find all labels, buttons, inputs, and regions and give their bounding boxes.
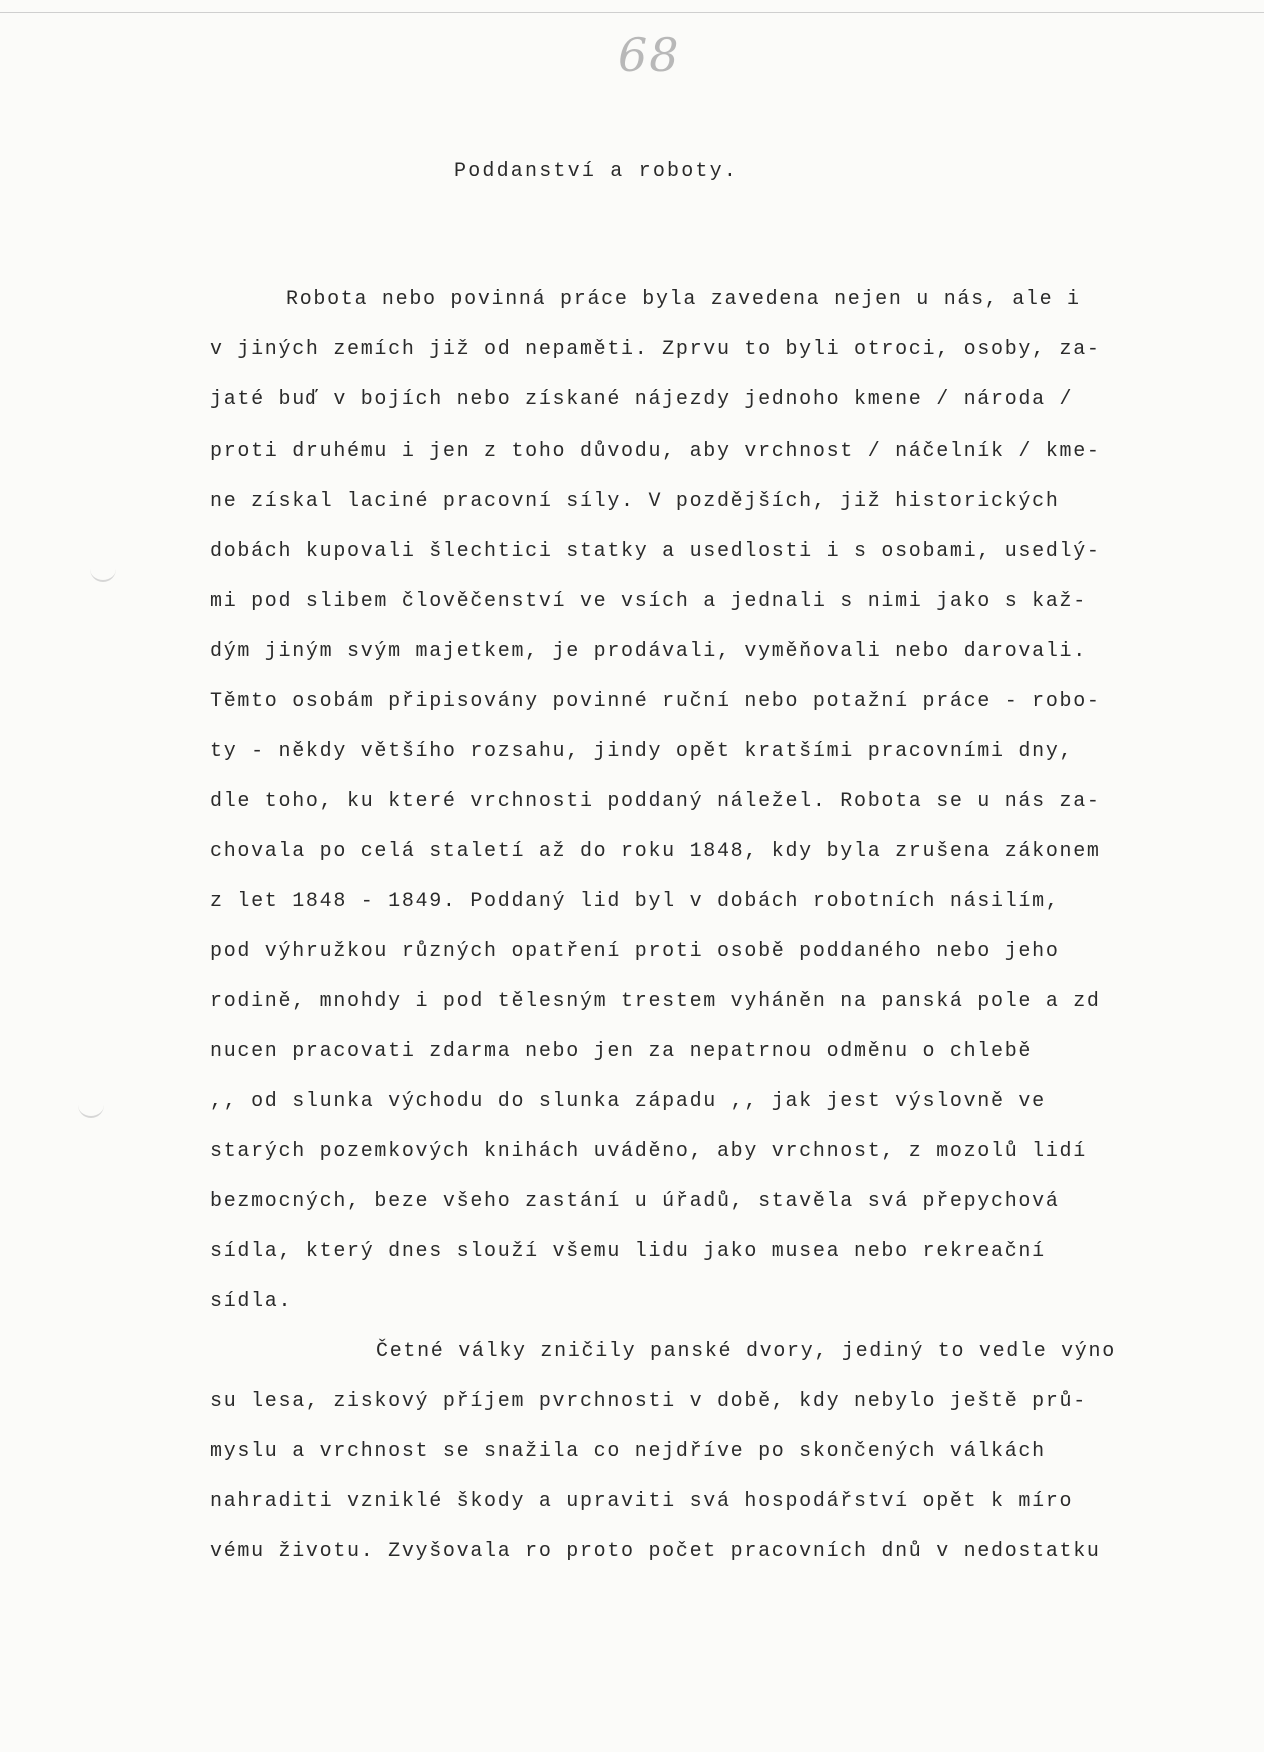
text-line: ty - někdy většího rozsahu, jindy opět kratšími pracovními dny, [210, 740, 1074, 763]
text-line: ne získal laciné pracovní síly. V pozdějších, již historických [210, 490, 1060, 513]
text-line: nahraditi vzniklé škody a upraviti svá hospodářství opět k míro [210, 1490, 1074, 1513]
text-line: Četné války zničily panské dvory, jediný to vedle výno [376, 1340, 1116, 1363]
handwritten-page-number: 68 [618, 28, 681, 82]
text-line: starých pozemkových knihách uváděno, aby vrchnost, z mozolů lidí [210, 1140, 1087, 1163]
text-line: Robota nebo povinná práce byla zavedena nejen u nás, ale i [286, 288, 1081, 311]
top-edge-rule [0, 12, 1264, 13]
text-line: vému životu. Zvyšovala ro proto počet pracovních dnů v nedostatku [210, 1540, 1101, 1563]
text-line: sídla. [210, 1290, 293, 1313]
text-line: rodině, mnohdy i pod tělesným trestem vyháněn na panská pole a zd [210, 990, 1101, 1013]
text-line: bezmocných, beze všeho zastání u úřadů, stavěla svá přepychová [210, 1190, 1060, 1213]
text-line: pod výhružkou různých opatření proti osobě poddaného nebo jeho [210, 940, 1060, 963]
text-line: Těmto osobám připisovány povinné ruční nebo potažní práce - robo- [210, 690, 1101, 713]
text-line: proti druhému i jen z toho důvodu, aby vrchnost / náčelník / kme- [210, 440, 1101, 463]
text-line: dle toho, ku které vrchnosti poddaný náležel. Robota se u nás za- [210, 790, 1101, 813]
text-line: v jiných zemích již od nepaměti. Zprvu to byli otroci, osoby, za- [210, 338, 1101, 361]
text-line: jaté buď v bojích nebo získané nájezdy jednoho kmene / národa / [210, 388, 1074, 411]
punch-hole-mark [90, 568, 116, 582]
text-line: su lesa, ziskový příjem pvrchnosti v době, kdy nebylo ještě prů- [210, 1390, 1087, 1413]
punch-hole-mark [78, 1104, 104, 1118]
text-line: mi pod slibem člověčenství ve vsích a jednali s nimi jako s kaž- [210, 590, 1087, 613]
text-line: nucen pracovati zdarma nebo jen za nepatrnou odměnu o chlebě [210, 1040, 1033, 1063]
text-line: sídla, který dnes slouží všemu lidu jako musea nebo rekreační [210, 1240, 1046, 1263]
text-line: dým jiným svým majetkem, je prodávali, vyměňovali nebo darovali. [210, 640, 1087, 663]
text-line: myslu a vrchnost se snažila co nejdříve po skončených válkách [210, 1440, 1046, 1463]
text-line: dobách kupovali šlechtici statky a usedlosti i s osobami, usedlý- [210, 540, 1101, 563]
text-line: z let 1848 - 1849. Poddaný lid byl v dobách robotních násilím, [210, 890, 1060, 913]
text-line: ,, od slunka východu do slunka západu ,, jak jest výslovně ve [210, 1090, 1046, 1113]
document-title: Poddanství a roboty. [454, 160, 739, 183]
text-line: chovala po celá staletí až do roku 1848, kdy byla zrušena zákonem [210, 840, 1101, 863]
